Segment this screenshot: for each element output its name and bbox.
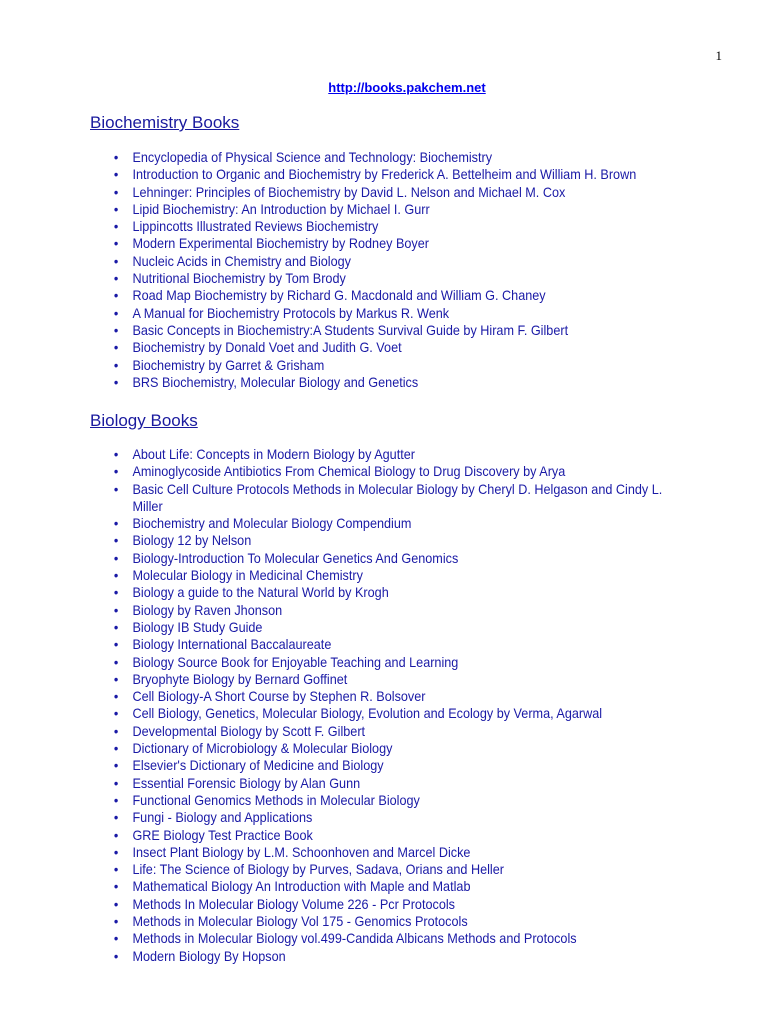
section-heading-biochemistry: Biochemistry Books — [90, 113, 240, 132]
book-list-item: • GRE Biology Test Practice Book — [112, 827, 679, 844]
biochemistry-book-list — [112, 149, 722, 391]
book-list-item: • Introduction to Organic and Biochemistry by Frederick A. Bettelheim and William H. Brown — [112, 166, 679, 183]
book-list-item: • Fungi - Biology and Applications — [112, 809, 679, 826]
book-list-item: • Methods in Molecular Biology Vol 175 - Genomics Protocols — [112, 913, 679, 930]
book-list-item: • Biology Source Book for Enjoyable Teaching and Learning — [112, 654, 679, 671]
book-list-item: • Modern Experimental Biochemistry by Rodney Boyer — [112, 235, 679, 252]
book-list-item: • Mathematical Biology An Introduction with Maple and Matlab — [112, 878, 679, 895]
book-list-item: • Lipid Biochemistry: An Introduction by Michael I. Gurr — [112, 201, 679, 218]
book-list-item: • Methods In Molecular Biology Volume 226 - Pcr Protocols — [112, 896, 679, 913]
book-list-item: • Insect Plant Biology by L.M. Schoonhoven and Marcel Dicke — [112, 844, 679, 861]
book-list-item: • Essential Forensic Biology by Alan Gunn — [112, 775, 679, 792]
book-list-item: • Modern Biology By Hopson — [112, 948, 679, 965]
site-url-link[interactable]: http://books.pakchem.net — [328, 80, 486, 95]
book-list-item: • Road Map Biochemistry by Richard G. Macdonald and William G. Chaney — [112, 287, 679, 304]
book-list-item: • Aminoglycoside Antibiotics From Chemical Biology to Drug Discovery by Arya — [112, 463, 679, 480]
book-list-item: • Bryophyte Biology by Bernard Goffinet — [112, 671, 679, 688]
book-list-item: • Biochemistry by Garret & Grisham — [112, 357, 679, 374]
book-list-item: • Biology a guide to the Natural World by Krogh — [112, 584, 679, 601]
book-list-item: • Developmental Biology by Scott F. Gilbert — [112, 723, 679, 740]
book-list-item: • Dictionary of Microbiology & Molecular Biology — [112, 740, 679, 757]
book-list-item: • Nutritional Biochemistry by Tom Brody — [112, 270, 679, 287]
book-list-item: • Biology-Introduction To Molecular Genetics And Genomics — [112, 550, 679, 567]
book-list-item: • Basic Cell Culture Protocols Methods in Molecular Biology by Cheryl D. Helgason and Cindy L. Miller — [112, 481, 679, 516]
section-heading-biology: Biology Books — [90, 411, 198, 430]
book-list-item: • Biology 12 by Nelson — [112, 532, 679, 549]
book-list-item: • Molecular Biology in Medicinal Chemistry — [112, 567, 679, 584]
book-list-item: • Biology IB Study Guide — [112, 619, 679, 636]
book-list-item: • Nucleic Acids in Chemistry and Biology — [112, 253, 679, 270]
book-list-item: • Cell Biology, Genetics, Molecular Biology, Evolution and Ecology by Verma, Agarwal — [112, 705, 679, 722]
book-list-item: • Elsevier's Dictionary of Medicine and Biology — [112, 757, 679, 774]
book-list-item: • Biology by Raven Jhonson — [112, 602, 679, 619]
book-list-item: • Biology International Baccalaureate — [112, 636, 679, 653]
book-list-item: • Biochemistry and Molecular Biology Compendium — [112, 515, 679, 532]
book-list-item: • BRS Biochemistry, Molecular Biology and Genetics — [112, 374, 679, 391]
book-list-item: • Biochemistry by Donald Voet and Judith G. Voet — [112, 339, 679, 356]
book-list-item: • Methods in Molecular Biology vol.499-Candida Albicans Methods and Protocols — [112, 930, 679, 947]
book-list-item: • Encyclopedia of Physical Science and Technology: Biochemistry — [112, 149, 679, 166]
book-list-item: • Lehninger: Principles of Biochemistry by David L. Nelson and Michael M. Cox — [112, 184, 679, 201]
book-list-item: • Basic Concepts in Biochemistry:A Students Survival Guide by Hiram F. Gilbert — [112, 322, 679, 339]
book-list-item: • Lippincotts Illustrated Reviews Biochemistry — [112, 218, 679, 235]
biology-book-list — [112, 446, 722, 965]
book-list-item: • Cell Biology-A Short Course by Stephen R. Bolsover — [112, 688, 679, 705]
page-number: 1 — [715, 48, 722, 63]
book-list-item: • Functional Genomics Methods in Molecular Biology — [112, 792, 679, 809]
book-list-item: • About Life: Concepts in Modern Biology by Agutter — [112, 446, 679, 463]
book-list-item: • A Manual for Biochemistry Protocols by Markus R. Wenk — [112, 305, 679, 322]
book-list-item: • Life: The Science of Biology by Purves, Sadava, Orians and Heller — [112, 861, 679, 878]
